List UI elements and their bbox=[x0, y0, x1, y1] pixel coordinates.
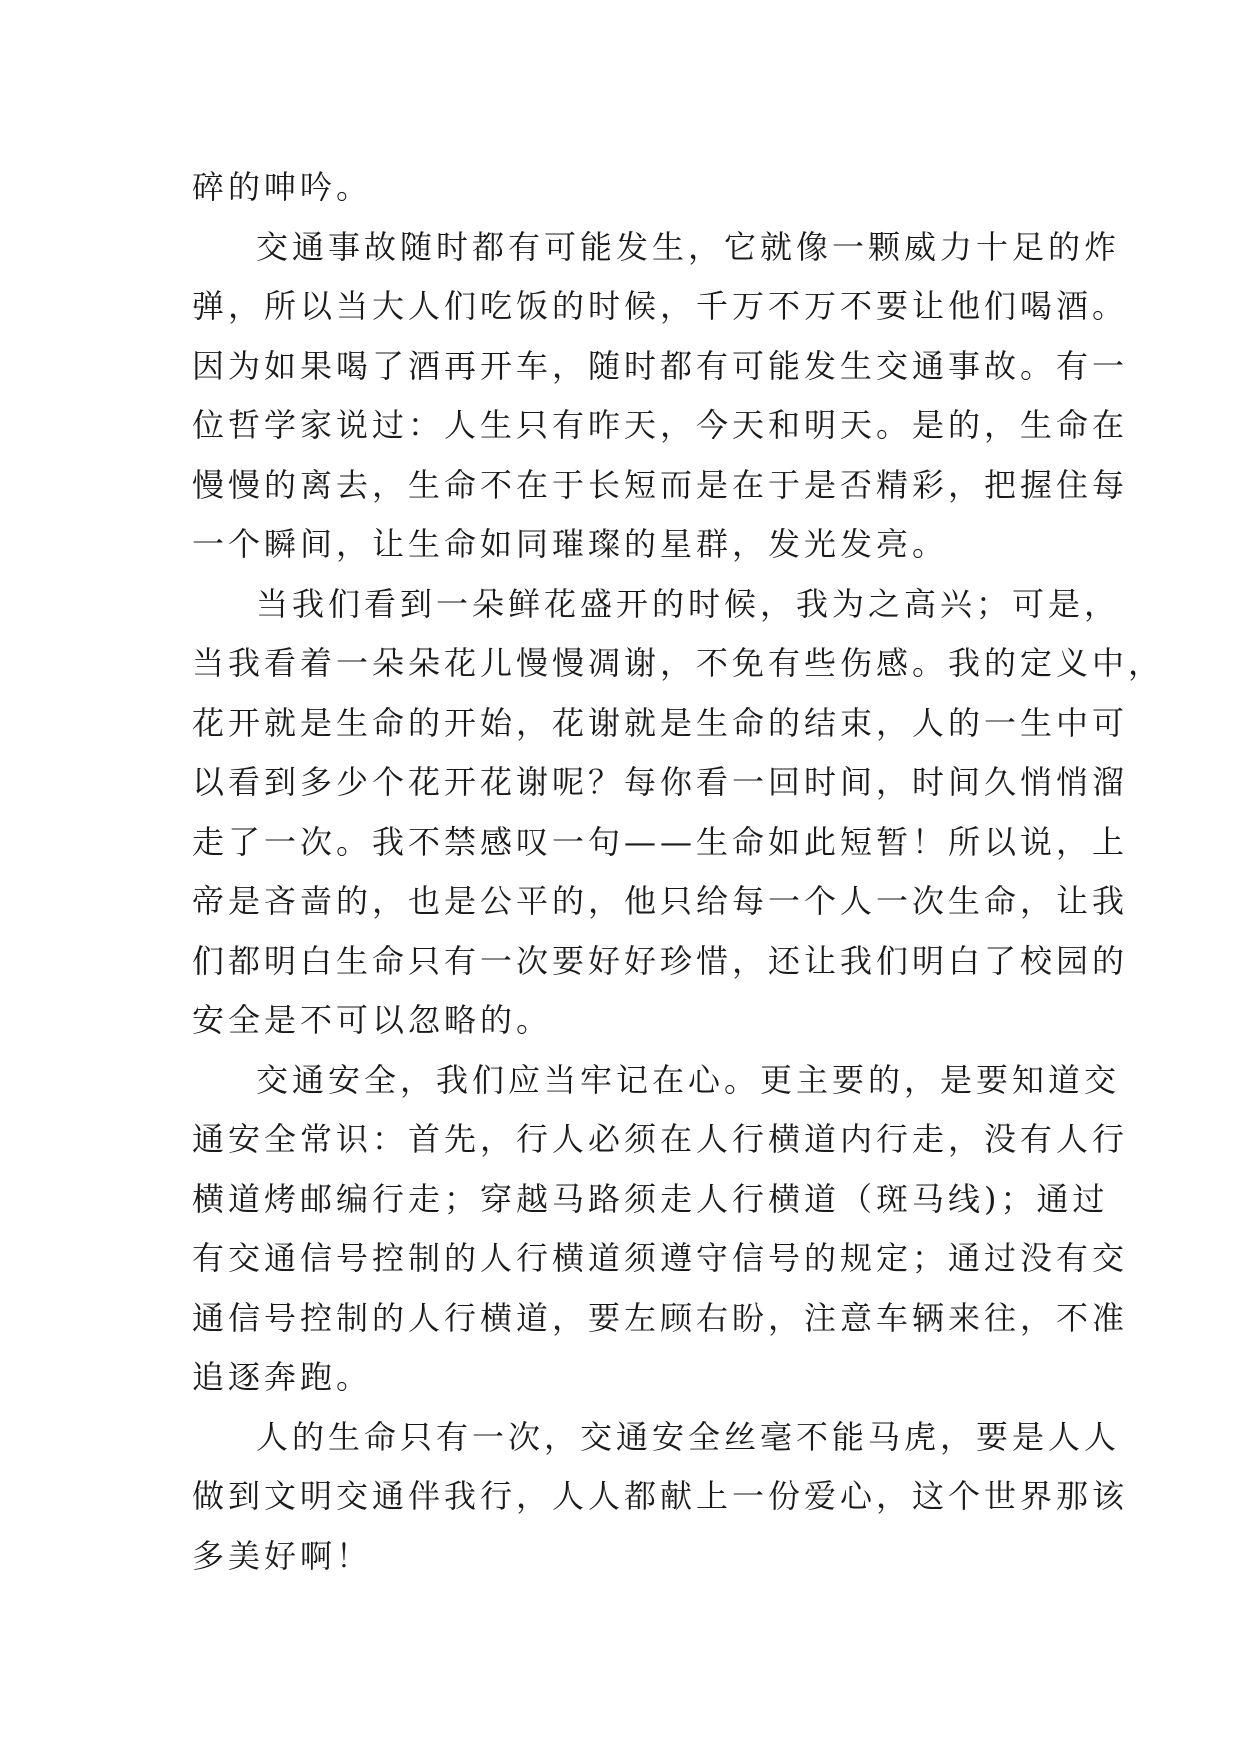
text-line: 们都明白生命只有一次要好好珍惜，还让我们明白了校园的 bbox=[192, 941, 1129, 980]
text-line: 做到文明交通伴我行，人人都献上一份爱心，这个世界那该 bbox=[192, 1477, 1129, 1515]
text-line: 交通事故随时都有可能发生，它就像一颗威力十足的炸 bbox=[256, 227, 1121, 266]
text-line: 多美好啊！ bbox=[192, 1536, 373, 1575]
text-line: 位哲学家说过：人生只有昨天，今天和明天。是的，生命在 bbox=[192, 406, 1129, 444]
text-line: 花开就是生命的开始，花谢就是生命的结束，人的一生中可 bbox=[192, 703, 1129, 742]
text-line: 帝是吝啬的，也是公平的，他只给每一个人一次生命，让我 bbox=[192, 882, 1129, 920]
text-line: 当我看着一朵朵花儿慢慢凋谢，不免有些伤感。我的定义中， bbox=[192, 644, 1165, 682]
text-line: 慢慢的离去，生命不在于长短而是在于是否精彩，把握住每 bbox=[192, 465, 1129, 504]
text-line: 以看到多少个花开花谢呢？每你看一回时间，时间久悄悄溜 bbox=[192, 763, 1129, 801]
text-line: 安全是不可以忽略的。 bbox=[192, 1001, 553, 1039]
text-line: 碎的呻吟。 bbox=[192, 168, 373, 206]
text-line: 横道烤邮编行走；穿越马路须走人行横道（斑马线)；通过 bbox=[192, 1179, 1109, 1218]
text-line: 因为如果喝了酒再开车，随时都有可能发生交通事故。有一 bbox=[192, 346, 1129, 385]
text-line: 通安全常识：首先，行人必须在人行横道内行走，没有人行 bbox=[192, 1120, 1129, 1158]
text-line: 人的生命只有一次，交通安全丝毫不能马虎，要是人人 bbox=[256, 1417, 1121, 1456]
text-line: 走了一次。我不禁感叹一句——生命如此短暂！所以说，上 bbox=[192, 822, 1129, 861]
text-line: 通信号控制的人行横道，要左顾右盼，注意车辆来往，不准 bbox=[192, 1298, 1129, 1337]
text-line: 追逐奔跑。 bbox=[192, 1358, 373, 1396]
text-line: 弹，所以当大人们吃饭的时候，千万不万不要让他们喝酒。 bbox=[192, 287, 1129, 325]
text-line: 当我们看到一朵鲜花盛开的时候，我为之高兴；可是， bbox=[256, 584, 1121, 623]
text-line: 有交通信号控制的人行横道须遵守信号的规定；通过没有交 bbox=[192, 1239, 1129, 1277]
text-line: 一个瞬间，让生命如同璀璨的星群，发光发亮。 bbox=[192, 525, 949, 563]
document-body bbox=[192, 158, 1165, 1586]
text-line: 交通安全，我们应当牢记在心。更主要的，是要知道交 bbox=[256, 1060, 1121, 1099]
